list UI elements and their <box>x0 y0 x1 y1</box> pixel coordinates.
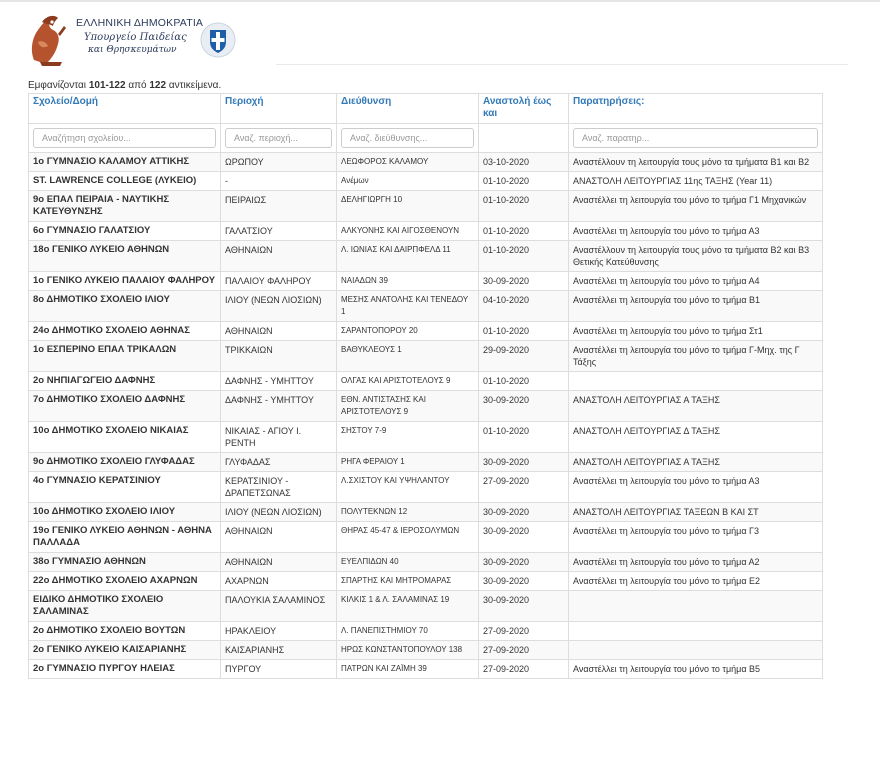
cell-address: ΣΗΣΤΟΥ 7-9 <box>337 422 479 453</box>
table-row <box>29 241 823 272</box>
cell-school: 7ο ΔΗΜΟΤΙΚΟ ΣΧΟΛΕΙΟ ΔΑΦΝΗΣ <box>29 391 221 422</box>
cell-address: Λ. ΙΩΝΙΑΣ ΚΑΙ ΔΑΙΡΠΦΕΛΔ 11 <box>337 241 479 272</box>
cell-suspension-date: 04-10-2020 <box>479 291 569 322</box>
cell-region: ΙΛΙΟΥ (ΝΕΩΝ ΛΙΟΣΙΩΝ) <box>221 291 337 322</box>
region-search-input[interactable] <box>225 128 332 148</box>
cell-address: ΗΡΩΣ ΚΩΝΣΤΑΝΤΟΠΟΥΛΟΥ 138 <box>337 641 479 660</box>
cell-school: 38ο ΓΥΜΝΑΣΙΟ ΑΘΗΝΩΝ <box>29 553 221 572</box>
cell-notes: ΑΝΑΣΤΟΛΗ ΛΕΙΤΟΥΡΓΙΑΣ 11ης ΤΑΞΗΣ (Year 11) <box>569 172 823 191</box>
summary-range: 101-122 <box>88 80 126 91</box>
cell-notes: Αναστέλλει τη λειτουργία του μόνο το τμήμα Α3 <box>569 222 823 241</box>
cell-notes <box>569 591 823 622</box>
filter-cell-region <box>221 124 337 153</box>
cell-address: ΕΘΝ. ΑΝΤΙΣΤΑΣΗΣ ΚΑΙ ΑΡΙΣΤΟΤΕΛΟΥΣ 9 <box>337 391 479 422</box>
cell-school: ΕΙΔΙΚΟ ΔΗΜΟΤΙΚΟ ΣΧΟΛΕΙΟ ΣΑΛΑΜΙΝΑΣ <box>29 591 221 622</box>
cell-address: ΒΑΘΥΚΛΕΟΥΣ 1 <box>337 341 479 372</box>
cell-school: 6ο ΓΥΜΝΑΣΙΟ ΓΑΛΑΤΣΙΟΥ <box>29 222 221 241</box>
cell-suspension-date: 01-10-2020 <box>479 372 569 391</box>
cell-school: 10ο ΔΗΜΟΤΙΚΟ ΣΧΟΛΕΙΟ ΙΛΙΟΥ <box>29 503 221 522</box>
summary-prefix: Εμφανίζονται <box>28 80 87 91</box>
cell-address: Λ. ΠΑΝΕΠΙΣΤΗΜΙΟΥ 70 <box>337 622 479 641</box>
cell-school: 9ο ΔΗΜΟΤΙΚΟ ΣΧΟΛΕΙΟ ΓΛΥΦΑΔΑΣ <box>29 453 221 472</box>
cell-region: ΤΡΙΚΚΑΙΩΝ <box>221 341 337 372</box>
cell-address: Ανέμων <box>337 172 479 191</box>
column-header-school[interactable]: Σχολείο/Δομή <box>29 94 221 124</box>
summary-suffix: αντικείμενα. <box>168 80 222 91</box>
column-header-region[interactable]: Περιοχή <box>221 94 337 124</box>
table-row <box>29 422 823 453</box>
cell-suspension-date: 30-09-2020 <box>479 522 569 553</box>
cell-address: ΣΠΑΡΤΗΣ ΚΑΙ ΜΗΤΡΟΜΑΡΑΣ <box>337 572 479 591</box>
table-row <box>29 503 823 522</box>
cell-address: ΝΑΙΑΔΩΝ 39 <box>337 272 479 291</box>
table-row <box>29 153 823 172</box>
cell-suspension-date: 01-10-2020 <box>479 172 569 191</box>
table-row <box>29 591 823 622</box>
cell-address: ΚΙΛΚΙΣ 1 & Λ. ΣΑΛΑΜΙΝΑΣ 19 <box>337 591 479 622</box>
cell-school: 8ο ΔΗΜΟΤΙΚΟ ΣΧΟΛΕΙΟ ΙΛΙΟΥ <box>29 291 221 322</box>
cell-suspension-date: 27-09-2020 <box>479 622 569 641</box>
cell-address: ΘΗΡΑΣ 45-47 & ΙΕΡΟΣΟΛΥΜΩΝ <box>337 522 479 553</box>
athena-owl-logo-icon <box>28 12 72 68</box>
ministry-line-3: και Θρησκευμάτων <box>88 45 177 55</box>
cell-suspension-date: 30-09-2020 <box>479 503 569 522</box>
table-row <box>29 391 823 422</box>
cell-region: ΝΙΚΑΙΑΣ - ΑΓΙΟΥ Ι. ΡΕΝΤΗ <box>221 422 337 453</box>
cell-school: 1ο ΓΥΜΝΑΣΙΟ ΚΑΛΑΜΟΥ ΑΤΤΙΚΗΣ <box>29 153 221 172</box>
cell-region: ΚΑΙΣΑΡΙΑΝΗΣ <box>221 641 337 660</box>
cell-suspension-date: 27-09-2020 <box>479 660 569 679</box>
cell-notes: Αναστέλλει τη λειτουργία του μόνο το τμήμα Ε2 <box>569 572 823 591</box>
cell-notes: ΑΝΑΣΤΟΛΗ ΛΕΙΤΟΥΡΓΙΑΣ ΤΑΞΕΩΝ Β ΚΑΙ ΣΤ <box>569 503 823 522</box>
table-row <box>29 553 823 572</box>
cell-region: ΠΕΙΡΑΙΩΣ <box>221 191 337 222</box>
cell-region: ΠΑΛΑΙΟΥ ΦΑΛΗΡΟΥ <box>221 272 337 291</box>
cell-region: ΠΥΡΓΟΥ <box>221 660 337 679</box>
cell-suspension-date: 30-09-2020 <box>479 572 569 591</box>
cell-suspension-date: 30-09-2020 <box>479 391 569 422</box>
cell-school: 2ο ΔΗΜΟΤΙΚΟ ΣΧΟΛΕΙΟ ΒΟΥΤΩΝ <box>29 622 221 641</box>
table-row <box>29 191 823 222</box>
table-row <box>29 341 823 372</box>
cell-region: - <box>221 172 337 191</box>
cell-suspension-date: 03-10-2020 <box>479 153 569 172</box>
cell-region: ΔΑΦΝΗΣ - ΥΜΗΤΤΟΥ <box>221 391 337 422</box>
column-header-notes[interactable]: Παρατηρήσεις: <box>569 94 823 124</box>
cell-region: ΗΡΑΚΛΕΙΟΥ <box>221 622 337 641</box>
table-row <box>29 272 823 291</box>
cell-school: 10ο ΔΗΜΟΤΙΚΟ ΣΧΟΛΕΙΟ ΝΙΚΑΙΑΣ <box>29 422 221 453</box>
table-row <box>29 622 823 641</box>
table-row <box>29 291 823 322</box>
cell-address: ΡΗΓΑ ΦΕΡΑΙΟΥ 1 <box>337 453 479 472</box>
cell-suspension-date: 01-10-2020 <box>479 241 569 272</box>
table-row <box>29 660 823 679</box>
table-header-row <box>29 94 823 124</box>
notes-search-input[interactable] <box>573 128 818 148</box>
ministry-header <box>28 10 848 76</box>
cell-region: ΓΛΥΦΑΔΑΣ <box>221 453 337 472</box>
cell-region: ΙΛΙΟΥ (ΝΕΩΝ ΛΙΟΣΙΩΝ) <box>221 503 337 522</box>
cell-region: ΩΡΩΠΟΥ <box>221 153 337 172</box>
table-row <box>29 572 823 591</box>
cell-notes: Αναστέλλει τη λειτουργία του μόνο το τμήμα Στ1 <box>569 322 823 341</box>
summary-total: 122 <box>149 80 167 91</box>
cell-address: Λ.ΣΧΙΣΤΟΥ ΚΑΙ ΥΨΗΛΑΝΤΟΥ <box>337 472 479 503</box>
cell-school: 2ο ΓΕΝΙΚΟ ΛΥΚΕΙΟ ΚΑΙΣΑΡΙΑΝΗΣ <box>29 641 221 660</box>
cell-suspension-date: 27-09-2020 <box>479 641 569 660</box>
table-row <box>29 453 823 472</box>
cell-school: 24ο ΔΗΜΟΤΙΚΟ ΣΧΟΛΕΙΟ ΑΘΗΝΑΣ <box>29 322 221 341</box>
cell-address: ΠΟΛΥΤΕΚΝΩΝ 12 <box>337 503 479 522</box>
results-summary <box>28 80 221 91</box>
table-row <box>29 322 823 341</box>
filter-cell-date <box>479 124 569 153</box>
cell-region: ΓΑΛΑΤΣΙΟΥ <box>221 222 337 241</box>
table-body <box>29 153 823 679</box>
cell-address: ΟΛΓΑΣ ΚΑΙ ΑΡΙΣΤΟΤΕΛΟΥΣ 9 <box>337 372 479 391</box>
cell-region: ΑΧΑΡΝΩΝ <box>221 572 337 591</box>
cell-region: ΑΘΗΝΑΙΩΝ <box>221 241 337 272</box>
cell-notes: Αναστέλλει τη λειτουργία του μόνο το τμήμα Γ3 <box>569 522 823 553</box>
cell-suspension-date: 01-10-2020 <box>479 422 569 453</box>
cell-suspension-date: 01-10-2020 <box>479 222 569 241</box>
cell-suspension-date: 30-09-2020 <box>479 553 569 572</box>
cell-notes: ΑΝΑΣΤΟΛΗ ΛΕΙΤΟΥΡΓΙΑΣ Α ΤΑΞΗΣ <box>569 453 823 472</box>
schools-table <box>28 93 823 679</box>
cell-address: ΠΑΤΡΩΝ ΚΑΙ ΖΑΪΜΗ 39 <box>337 660 479 679</box>
filter-row <box>29 124 823 153</box>
cell-address: ΜΕΣΗΣ ΑΝΑΤΟΛΗΣ ΚΑΙ ΤΕΝΕΔΟΥ 1 <box>337 291 479 322</box>
cell-notes: ΑΝΑΣΤΟΛΗ ΛΕΙΤΟΥΡΓΙΑΣ Δ ΤΑΞΗΣ <box>569 422 823 453</box>
cell-notes <box>569 641 823 660</box>
cell-suspension-date: 30-09-2020 <box>479 453 569 472</box>
cell-school: 19ο ΓΕΝΙΚΟ ΛΥΚΕΙΟ ΑΘΗΝΩΝ - ΑΘΗΝΑ ΠΑΛΛΑΔΑ <box>29 522 221 553</box>
cell-region: ΚΕΡΑΤΣΙΝΙΟΥ - ΔΡΑΠΕΤΣΩΝΑΣ <box>221 472 337 503</box>
cell-notes: Αναστέλλει τη λειτουργία του μόνο το τμήμα Α3 <box>569 472 823 503</box>
cell-suspension-date: 30-09-2020 <box>479 591 569 622</box>
cell-address: ΣΑΡΑΝΤΟΠΟΡΟΥ 20 <box>337 322 479 341</box>
cell-notes <box>569 622 823 641</box>
cell-notes: Αναστέλλει τη λειτουργία του μόνο το τμήμα Β5 <box>569 660 823 679</box>
table-row <box>29 222 823 241</box>
cell-suspension-date: 27-09-2020 <box>479 472 569 503</box>
ministry-line-1: ΕΛΛΗΝΙΚΗ ΔΗΜΟΚΡΑΤΙΑ <box>76 17 204 29</box>
filter-cell-address <box>337 124 479 153</box>
filter-cell-notes <box>569 124 823 153</box>
cell-notes: Αναστέλλει τη λειτουργία του μόνο το τμήμα Α4 <box>569 272 823 291</box>
cell-suspension-date: 30-09-2020 <box>479 272 569 291</box>
column-header-address[interactable]: Διεύθυνση <box>337 94 479 124</box>
cell-school: 2ο ΓΥΜΝΑΣΙΟ ΠΥΡΓΟΥ ΗΛΕΙΑΣ <box>29 660 221 679</box>
cell-notes: Αναστέλλει τη λειτουργία του μόνο το τμήμα Β1 <box>569 291 823 322</box>
cell-address: ΛΕΩΦΟΡΟΣ ΚΑΛΑΜΟΥ <box>337 153 479 172</box>
cell-notes: Αναστέλλει τη λειτουργία του μόνο το τμήμα Γ-Μηχ. της Γ Τάξης <box>569 341 823 372</box>
filter-cell-school <box>29 124 221 153</box>
cell-school: 18ο ΓΕΝΙΚΟ ΛΥΚΕΙΟ ΑΘΗΝΩΝ <box>29 241 221 272</box>
cell-notes: ΑΝΑΣΤΟΛΗ ΛΕΙΤΟΥΡΓΙΑΣ Α ΤΑΞΗΣ <box>569 391 823 422</box>
table-row <box>29 641 823 660</box>
cell-notes <box>569 372 823 391</box>
cell-address: ΕΥΕΛΠΙΔΩΝ 40 <box>337 553 479 572</box>
column-header-suspension-date[interactable]: Αναστολή έως και <box>479 94 569 124</box>
cell-notes: Αναστέλλουν τη λειτουργία τους μόνο τα τμήματα Β2 και Β3 Θετικής Κατεύθυνσης <box>569 241 823 272</box>
cell-school: ST. LAWRENCE COLLEGE (ΛΥΚΕΙΟ) <box>29 172 221 191</box>
cell-address: ΑΛΚΥΟΝΗΣ ΚΑΙ ΑΙΓΟΣΘΕΝΟΥΝ <box>337 222 479 241</box>
cell-region: ΑΘΗΝΑΙΩΝ <box>221 553 337 572</box>
cell-school: 2ο ΝΗΠΙΑΓΩΓΕΙΟ ΔΑΦΝΗΣ <box>29 372 221 391</box>
greek-cross-emblem-icon <box>200 22 236 58</box>
cell-school: 1ο ΕΣΠΕΡΙΝΟ ΕΠΑΛ ΤΡΙΚΑΛΩΝ <box>29 341 221 372</box>
cell-suspension-date: 29-09-2020 <box>479 341 569 372</box>
cell-notes: Αναστέλλουν τη λειτουργία τους μόνο τα τμήματα Β1 και Β2 <box>569 153 823 172</box>
address-search-input[interactable] <box>341 128 474 148</box>
cell-suspension-date: 01-10-2020 <box>479 191 569 222</box>
cell-school: 9ο ΕΠΑΛ ΠΕΙΡΑΙΑ - ΝΑΥΤΙΚΗΣ ΚΑΤΕΥΘΥΝΣΗΣ <box>29 191 221 222</box>
table-row <box>29 472 823 503</box>
cell-region: ΑΘΗΝΑΙΩΝ <box>221 522 337 553</box>
cell-notes: Αναστέλλει τη λειτουργία του μόνο το τμήμα Γ1 Μηχανικών <box>569 191 823 222</box>
top-border <box>0 0 880 2</box>
cell-region: ΠΑΛΟΥΚΙΑ ΣΑΛΑΜΙΝΟΣ <box>221 591 337 622</box>
cell-school: 22ο ΔΗΜΟΤΙΚΟ ΣΧΟΛΕΙΟ ΑΧΑΡΝΩΝ <box>29 572 221 591</box>
school-search-input[interactable] <box>33 128 216 148</box>
cell-address: ΔΕΛΗΓΙΩΡΓΗ 10 <box>337 191 479 222</box>
header-divider <box>276 64 848 65</box>
table-row <box>29 372 823 391</box>
cell-school: 4ο ΓΥΜΝΑΣΙΟ ΚΕΡΑΤΣΙΝΙΟΥ <box>29 472 221 503</box>
ministry-line-2: Υπουργείο Παιδείας <box>84 32 187 43</box>
cell-school: 1ο ΓΕΝΙΚΟ ΛΥΚΕΙΟ ΠΑΛΑΙΟΥ ΦΑΛΗΡΟΥ <box>29 272 221 291</box>
ministry-title <box>76 17 203 55</box>
cell-region: ΔΑΦΝΗΣ - ΥΜΗΤΤΟΥ <box>221 372 337 391</box>
table-row <box>29 522 823 553</box>
cell-region: ΑΘΗΝΑΙΩΝ <box>221 322 337 341</box>
table-row <box>29 172 823 191</box>
cell-suspension-date: 01-10-2020 <box>479 322 569 341</box>
summary-middle: από <box>128 80 147 91</box>
cell-notes: Αναστέλλει τη λειτουργία του μόνο το τμήμα Α2 <box>569 553 823 572</box>
